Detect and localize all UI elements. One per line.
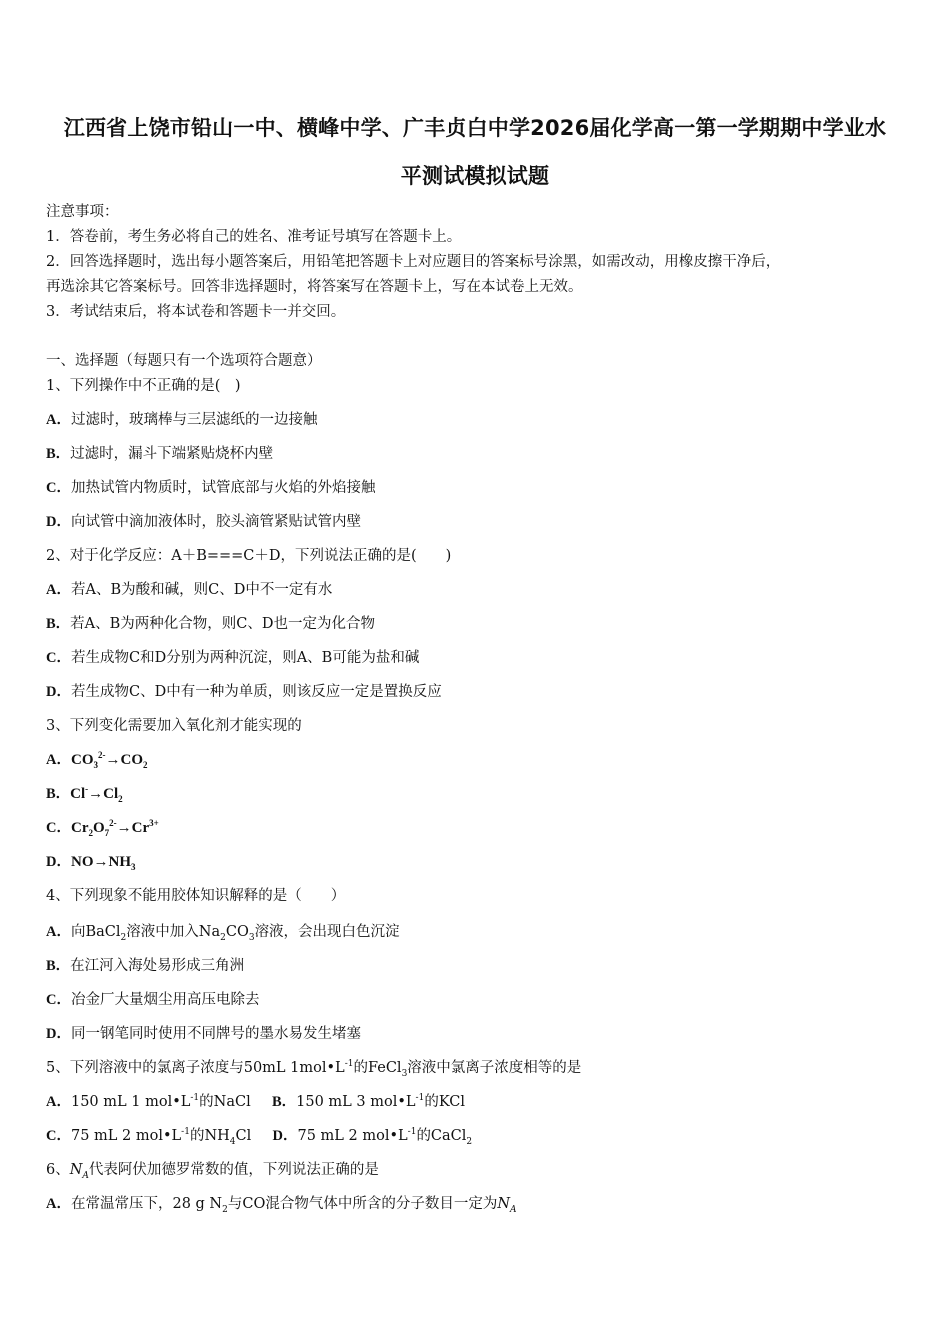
exam-title-line-2: 平测试模拟试题 bbox=[400, 164, 550, 188]
question-1-option-d bbox=[46, 512, 361, 532]
notice-item-2-cont: 再选涂其它答案标号。回答非选择题时，将答案写在答题卡上，写在本试卷上无效。 bbox=[46, 279, 583, 295]
option-letter: A． bbox=[46, 752, 71, 768]
option-letter: D． bbox=[46, 854, 71, 870]
question-1-option-a bbox=[46, 410, 317, 430]
option-text: 若生成物C和D分别为两种沉淀，则A、B可能为盐和碱 bbox=[70, 650, 420, 666]
notice-heading: 注意事项： bbox=[46, 204, 119, 220]
arrow-icon: → bbox=[88, 786, 104, 802]
question-2-option-b bbox=[46, 614, 375, 634]
option-letter: B． bbox=[46, 446, 71, 462]
question-4-option-b bbox=[46, 956, 244, 976]
option-text: 冶金厂大量烟尘用高压电除去 bbox=[70, 992, 260, 1008]
question-6-option-a: A．在常温常压下，28 g $N_2$与CO混合物气体中所含的分子数目一定为$N_A$ bbox=[46, 1196, 517, 1215]
option-text: 若A、B为两种化合物，则C、D也一定为化合物 bbox=[70, 616, 376, 632]
option-letter: B． bbox=[46, 958, 71, 974]
notice-item-1: 1．答卷前，考生务必将自己的姓名、准考证号填写在答题卡上。 bbox=[46, 229, 462, 245]
option-letter: D． bbox=[46, 1026, 71, 1042]
arrow-icon: → bbox=[116, 820, 132, 836]
notice-item-2: 2．回答选择题时，选出每小题答案后，用铅笔把答题卡上对应题目的答案标号涂黑，如需改动，用橡皮擦干净后， bbox=[46, 254, 781, 270]
option-text: 过滤时，玻璃棒与三层滤纸的一边接触 bbox=[70, 412, 318, 428]
exam-title-line-1: 江西省上饶市铅山一中、横峰中学、广丰贞白中学2026届化学高一第一学期期中学业水 bbox=[63, 116, 887, 140]
arrow-icon: → bbox=[93, 854, 109, 870]
question-3-option-a bbox=[46, 750, 147, 770]
question-2-option-d bbox=[46, 682, 442, 702]
notice-item-3: 3．考试结束后，将本试卷和答题卡一并交回。 bbox=[46, 304, 346, 320]
question-2-option-c bbox=[46, 648, 419, 668]
question-3-option-c bbox=[46, 818, 159, 838]
question-3-stem: 3、下列变化需要加入氧化剂才能实现的 bbox=[46, 718, 302, 734]
question-4-option-a: A．向BaCl$_2$溶液中加入$Na_2CO_3$溶液，会出现白色沉淀 bbox=[46, 924, 400, 943]
option-text: 加热试管内物质时，试管底部与火焰的外焰接触 bbox=[70, 480, 376, 496]
question-1-stem: 1、下列操作中不正确的是( ) bbox=[46, 378, 241, 394]
option-letter: B． bbox=[46, 616, 71, 632]
formula: $CO_3^{2-}\to CO_2$ bbox=[70, 750, 148, 770]
option-text: 向试管中滴加液体时，胶头滴管紧贴试管内壁 bbox=[70, 514, 361, 530]
question-2-option-a bbox=[46, 580, 332, 600]
question-1-option-c bbox=[46, 478, 375, 498]
option-text: 在江河入海处易形成三角洲 bbox=[70, 958, 245, 974]
arrow-icon: → bbox=[105, 752, 121, 768]
option-letter: C． bbox=[46, 1128, 71, 1144]
option-text: 过滤时，漏斗下端紧贴烧杯内壁 bbox=[70, 446, 274, 462]
question-6-stem: 6、$N_A$代表阿伏加德罗常数的值，下列说法正确的是 bbox=[46, 1162, 379, 1181]
option-letter: C． bbox=[46, 480, 71, 496]
question-5-stem: 5、下列溶液中的氯离子浓度与50mL $1mol•L^{-1}$的FeCl$_3$溶液中氯离子浓度相等的是 bbox=[46, 1059, 582, 1079]
question-5-options-ab: A．150 mL 1 $mol•L^{-1}$的NaCl B．150 mL 3 $mol•L^{-1}$的KCl bbox=[46, 1093, 466, 1110]
option-letter: D． bbox=[46, 514, 71, 530]
option-letter: C． bbox=[46, 650, 71, 666]
formula: $Cr_2O_7^{2-}\to Cr^{3+}$ bbox=[70, 818, 159, 838]
section-heading: 一、选择题（每题只有一个选项符合题意） bbox=[46, 353, 322, 369]
option-letter: A． bbox=[46, 924, 71, 940]
option-text: 若生成物C、D中有一种为单质，则该反应一定是置换反应 bbox=[70, 684, 442, 700]
option-letter: D． bbox=[272, 1128, 298, 1144]
question-4-option-c bbox=[46, 990, 259, 1010]
formula: $NO\to NH_3$ bbox=[70, 854, 136, 872]
option-letter: C． bbox=[46, 992, 71, 1008]
question-3-option-b bbox=[46, 784, 123, 804]
question-5-options-cd: C．75 mL 2 $mol•L^{-1}$的$NH_4Cl$ D．75 mL 2 $mol•L^{-1}$的CaCl$_2$ bbox=[46, 1127, 473, 1147]
question-2-stem: 2、对于化学反应：A＋B===C＋D，下列说法正确的是( ) bbox=[46, 548, 452, 564]
question-3-option-d bbox=[46, 852, 135, 872]
option-text: 若A、B为酸和碱，则C、D中不一定有水 bbox=[70, 582, 333, 598]
question-4-option-d bbox=[46, 1024, 361, 1044]
option-letter: B． bbox=[46, 786, 71, 802]
option-letter: A． bbox=[46, 582, 71, 598]
option-letter: A． bbox=[46, 412, 71, 428]
option-letter: C． bbox=[46, 820, 71, 836]
question-4-stem: 4、下列现象不能用胶体知识解释的是（ ） bbox=[46, 888, 346, 904]
option-letter: A． bbox=[46, 1196, 71, 1212]
option-letter: D． bbox=[46, 684, 71, 700]
question-1-option-b bbox=[46, 444, 273, 464]
option-letter: A． bbox=[46, 1094, 71, 1110]
option-text: 同一钢笔同时使用不同牌号的墨水易发生堵塞 bbox=[70, 1026, 361, 1042]
option-letter: B． bbox=[271, 1094, 297, 1110]
formula: $Cl^-\to Cl_2$ bbox=[70, 784, 123, 804]
